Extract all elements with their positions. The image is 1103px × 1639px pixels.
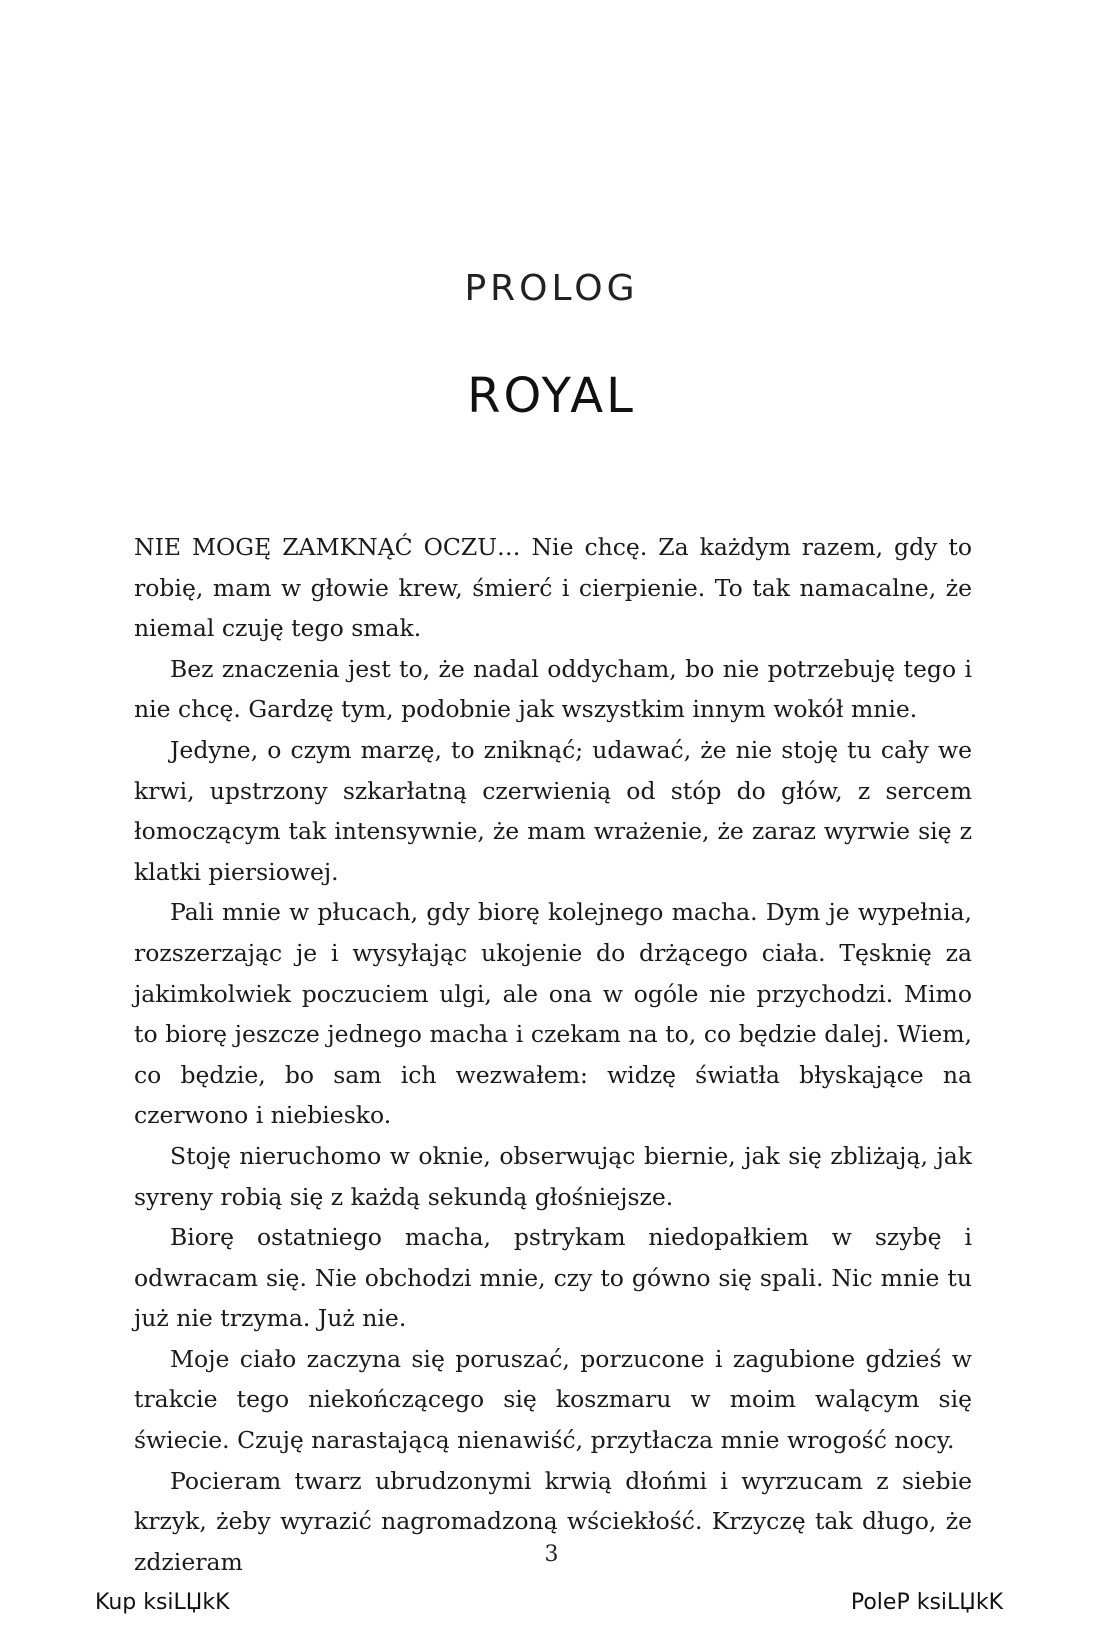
buy-book-link[interactable]: Kup ksiLЏkK bbox=[95, 1590, 230, 1615]
paragraph: Moje ciało zaczyna się poruszać, porzucone i zagubione gdzieś w trakcie tego niekończącego się koszmaru w moim walącym się świecie. Czuję narastającą nienawiść, przytłacza mnie wrogość nocy. bbox=[134, 1344, 972, 1455]
paragraph: NIE MOGĘ ZAMKNĄĆ OCZU… Nie chcę. Za każdym razem, gdy to robię, mam w głowie krew, śmierć i cierpienie. To tak namacalne, że niemal czuję tego smak. bbox=[134, 533, 972, 643]
paragraph: Jedyne, o czym marzę, to zniknąć; udawać, że nie stoję tu cały we krwi, upstrzony szkarłatną czerwienią od stóp do głów, z sercem łomoczącym tak intensywnie, że mam wrażenie, że zaraz wyrwie się z klatki piersiowej. bbox=[134, 735, 972, 886]
paragraph: Pali mnie w płucach, gdy biorę kolejnego macha. Dym je wypełnia, rozszerzając je i wysyłając ukojenie do drżącego ciała. Tęsknię za jakimkolwiek poczuciem ulgi, ale ona w ogóle nie przychodzi. Mimo to biorę jeszcze jednego macha i czekam na to, co będzie dalej. Wiem, co będzie, bo sam ich wezwałem: widzę światła błyskające na czerwono i niebiesko. bbox=[134, 898, 972, 1130]
page-number: 3 bbox=[544, 1542, 559, 1567]
chapter-title: ROYAL bbox=[467, 368, 636, 424]
recommend-book-link[interactable]: PoleP ksiLЏkK bbox=[850, 1590, 1003, 1615]
chapter-body bbox=[134, 527, 972, 1582]
paragraph: Biorę ostatniego macha, pstrykam niedopałkiem w szybę i odwracam się. Nie obchodzi mnie, czy to gówno się spali. Nic mnie tu już nie trzyma. Już nie. bbox=[134, 1223, 972, 1333]
paragraph: Stoję nieruchomo w oknie, obserwując biernie, jak się zbliżają, jak syreny robią się z każdą sekundą głośniejsze. bbox=[134, 1141, 972, 1211]
chapter-label: PROLOG bbox=[464, 268, 639, 309]
paragraph: Bez znaczenia jest to, że nadal oddycham, bo nie potrzebuję tego i nie chcę. Gardzę tym, podobnie jak wszystkim innym wokół mnie. bbox=[134, 654, 972, 724]
paragraph: Pocieram twarz ubrudzonymi krwią dłońmi i wyrzucam z siebie krzyk, żeby wyrazić nagromadzoną wściekłość. Krzyczę tak długo, że zdzieram bbox=[134, 1466, 972, 1576]
